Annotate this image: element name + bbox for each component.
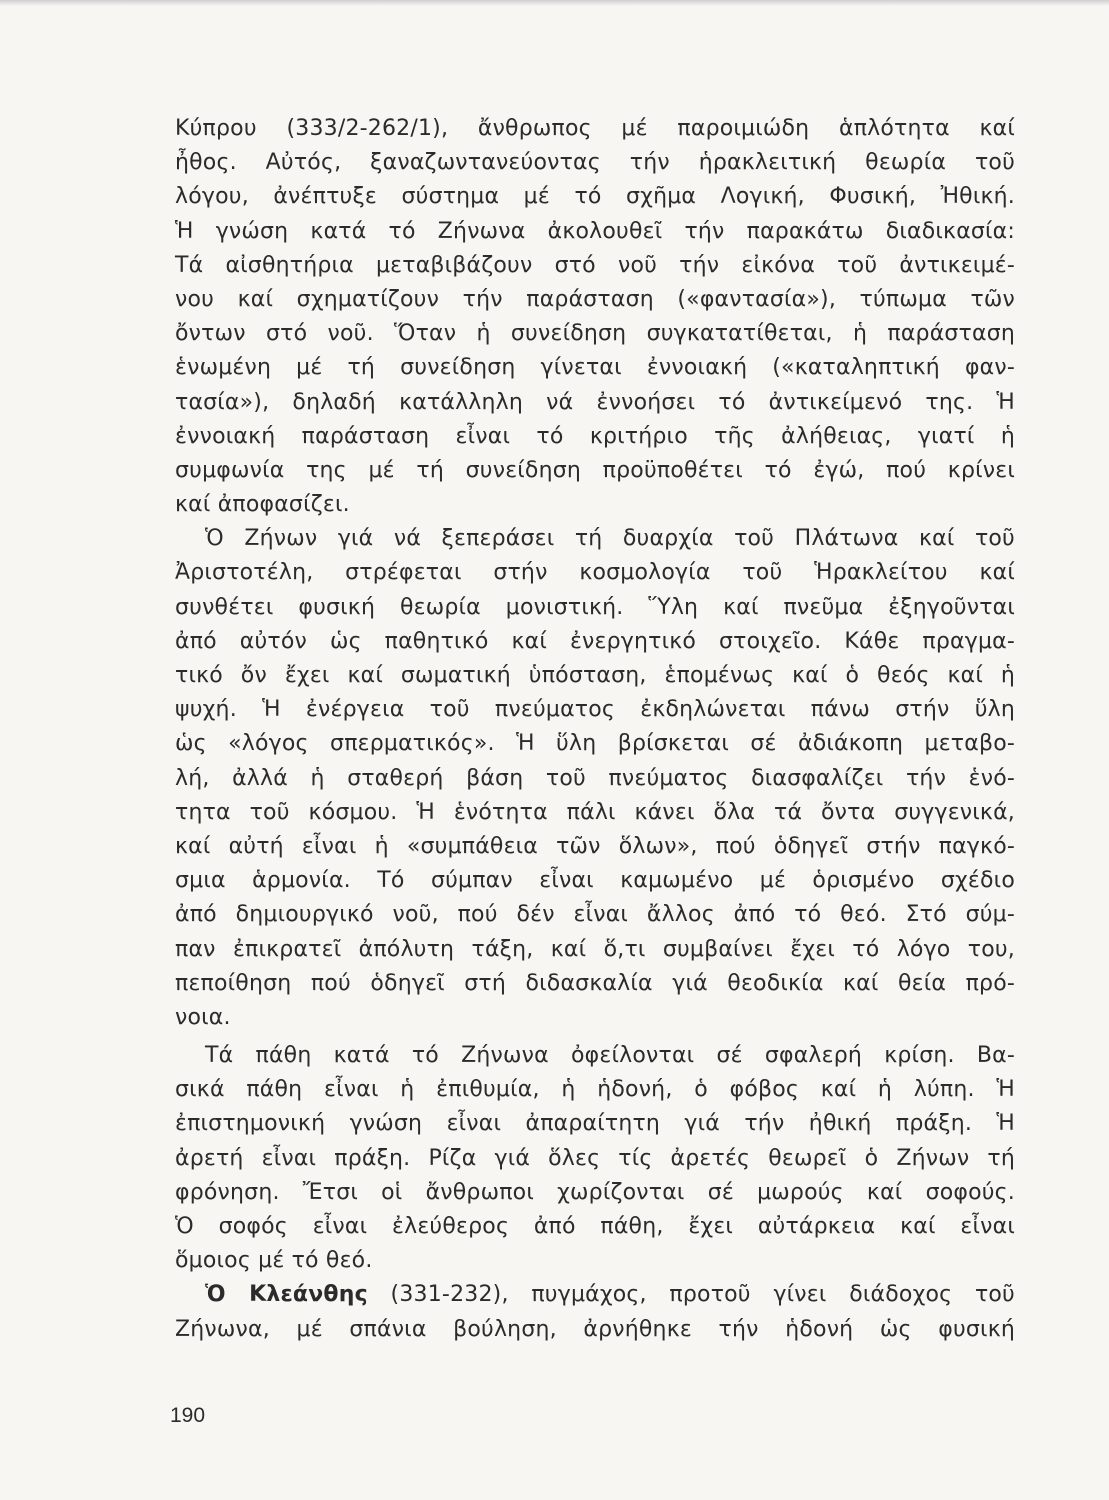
text-line: σμια ἁρμονία. Τό σύμπαν εἶναι καμωμένο μέ ὁρισμένο σχέδιο	[175, 868, 1015, 894]
text-line: Ὁ σοφός εἶναι ἐλεύθερος ἀπό πάθη, ἔχει αὐτάρκεια καί εἶναι	[175, 1214, 1015, 1239]
text-line: Τά αἰσθητήρια μεταβιβάζουν στό νοῦ τήν εἰκόνα τοῦ ἀντικειμέ-	[175, 252, 1015, 278]
page-top-edge	[0, 0, 1109, 6]
text-line: ἑνωμένη μέ τή συνείδηση γίνεται ἐννοιακή («καταληπτική φαν-	[175, 355, 1015, 381]
text-line: ὄντων στό νοῦ. Ὅταν ἡ συνείδηση συγκατατίθεται, ἡ παράσταση	[175, 321, 1015, 347]
text-line: συνθέτει φυσική θεωρία μονιστική. Ὕλη καί πνεῦμα ἐξηγοῦνται	[175, 594, 1015, 620]
paragraph-3	[175, 1039, 1015, 1278]
text-line: πεποίθηση πού ὁδηγεῖ στή διδασκαλία γιά θεοδικία καί θεία πρό-	[175, 970, 1015, 996]
text-line: ἀρετή εἶναι πράξη. Ρίζα γιά ὅλες τίς ἀρετές θεωρεῖ ὁ Ζήνων τή	[175, 1145, 1015, 1171]
text-line: λή, ἀλλά ἡ σταθερή βάση τοῦ πνεύματος διασφαλίζει τήν ἑνό-	[175, 765, 1015, 791]
text-line: συμφωνία της μέ τή συνείδηση προϋποθέτει τό ἐγώ, πού κρίνει	[175, 457, 1015, 483]
text-line: σικά πάθη εἶναι ἡ ἐπιθυμία, ἡ ἡδονή, ὁ φόβος καί ἡ λύπη. Ἡ	[175, 1077, 1015, 1103]
text-line: παν ἐπικρατεῖ ἀπόλυτη τάξη, καί ὅ,τι συμβαίνει ἔχει τό λόγο του,	[175, 936, 1015, 962]
text-line: ἦθος. Αὐτός, ξαναζωντανεύοντας τήν ἡρακλειτική θεωρία τοῦ	[175, 150, 1015, 176]
text-line: τητα τοῦ κόσμου. Ἡ ἑνότητα πάλι κάνει ὅλα τά ὄντα συγγενικά,	[175, 799, 1015, 825]
page-number: 190	[170, 1404, 206, 1427]
page-body	[175, 112, 1015, 1347]
text-line: Κύπρου (333/2-262/1), ἄνθρωπος μέ παροιμιώδη ἁπλότητα καί	[175, 116, 1015, 141]
text-line	[175, 1278, 1015, 1312]
text-line: ἐπιστημονική γνώση εἶναι ἀπαραίτητη γιά τήν ἠθική πράξη. Ἡ	[175, 1111, 1015, 1137]
paragraph-1	[175, 112, 1015, 522]
paragraph-2	[175, 522, 1015, 1035]
text-line: νοια.	[175, 1004, 231, 1030]
text-line: καί ἀποφασίζει.	[175, 492, 350, 518]
text-line: ἀπό αὐτόν ὡς παθητικό καί ἐνεργητικό στοιχεῖο. Κάθε πραγμα-	[175, 628, 1015, 654]
bold-name-kleanthes: Ὁ Κλεάνθης	[205, 1282, 368, 1308]
text-line: ψυχή. Ἡ ἐνέργεια τοῦ πνεύματος ἐκδηλώνεται πάνω στήν ὕλη	[175, 697, 1015, 723]
text-line: λόγου, ἀνέπτυξε σύστημα μέ τό σχῆμα Λογική, Φυσική, Ἠθική.	[175, 184, 1015, 210]
paragraph-4	[175, 1278, 1015, 1346]
text-line: Τά πάθη κατά τό Ζήνωνα ὀφείλονται σέ σφαλερή κρίση. Βα-	[205, 1043, 1015, 1069]
text-line: ὅμοιος μέ τό θεό.	[175, 1248, 373, 1274]
text-line: τικό ὄν ἔχει καί σωματική ὑπόσταση, ἑπομένως καί ὁ θεός καί ἡ	[175, 663, 1015, 688]
text-line: Ἡ γνώση κατά τό Ζήνωνα ἀκολουθεῖ τήν παρακάτω διαδικασία:	[175, 218, 1015, 244]
text-line: ἐννοιακή παράσταση εἶναι τό κριτήριο τῆς ἀλήθειας, γιατί ἡ	[175, 423, 1015, 449]
text-line: ὡς «λόγος σπερματικός». Ἡ ὕλη βρίσκεται σέ ἀδιάκοπη μεταβο-	[175, 731, 1015, 757]
text-line: Ζήνωνα, μέ σπάνια βούληση, ἀρνήθηκε τήν ἡδονή ὡς φυσική	[175, 1316, 1015, 1342]
text-line: Ὁ Ζήνων γιά νά ξεπεράσει τή δυαρχία τοῦ Πλάτωνα καί τοῦ	[205, 526, 1015, 552]
text-line: ἀπό δημιουργικό νοῦ, πού δέν εἶναι ἄλλος ἀπό τό θεό. Στό σύμ-	[175, 902, 1015, 928]
text-line: Ἀριστοτέλη, στρέφεται στήν κοσμολογία τοῦ Ἡρακλείτου καί	[175, 560, 1015, 586]
text-line: τασία»), δηλαδή κατάλληλη νά ἐννοήσει τό ἀντικείμενό της. Ἡ	[175, 389, 1015, 415]
text-line-rest: (331-232), πυγμάχος, προτοῦ γίνει διάδοχος τοῦ	[367, 1282, 1015, 1308]
text-line: φρόνηση. Ἔτσι οἱ ἄνθρωποι χωρίζονται σέ μωρούς καί σοφούς.	[175, 1179, 1015, 1205]
text-line: νου καί σχηματίζουν τήν παράσταση («φαντασία»), τύπωμα τῶν	[175, 286, 1015, 312]
text-line: καί αὐτή εἶναι ἡ «συμπάθεια τῶν ὅλων», πού ὁδηγεῖ στήν παγκό-	[175, 833, 1015, 859]
